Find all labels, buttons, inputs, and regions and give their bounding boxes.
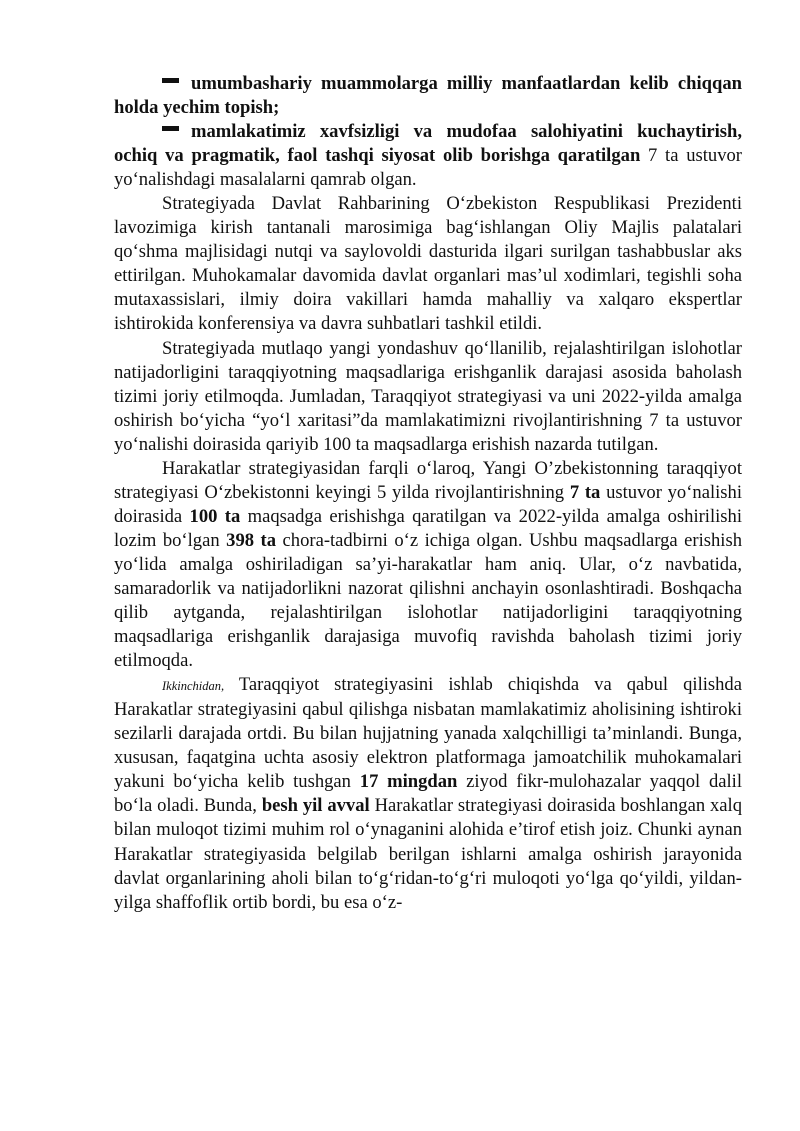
- bold-number: 17 mingdan: [359, 771, 458, 793]
- bold-number: 100 ta: [189, 505, 241, 527]
- bold-phrase: besh yil avval: [261, 795, 370, 817]
- bullet-text: 7 ta ustuvor yo‘nalishdagi masalalarni qamrab olgan.: [114, 145, 742, 191]
- bullet-item: [114, 72, 742, 120]
- bold-number: 7 ta: [569, 481, 601, 503]
- text-span: ziyod fikr-mulohazalar yaqqol dalil bo‘la oladi. Bunda,: [114, 771, 742, 817]
- text-span: Harakatlar strategiyasidan farqli o‘laroq, Yangi O’zbekistonning taraqqiyot strategiyasi O‘zbekistonni keyingi 5 yilda rivojlantirishning: [114, 457, 742, 503]
- bullet-item: [114, 120, 742, 192]
- text-span: maqsadga erishishga qaratilgan va 2022-yilda amalga oshirilishi lozim bo‘lgan: [114, 505, 743, 551]
- bold-number: 398 ta: [226, 529, 277, 551]
- document-page: [114, 72, 742, 915]
- dash-bullet-icon: [162, 78, 179, 83]
- text-span: ustuvor yo‘nalishi doirasida: [114, 481, 742, 527]
- text-span: Harakatlar strategiyasi doirasida boshlangan xalq bilan muloqot tizimi muhim rol o‘ynaganini alohida e’tirof etish joiz. Chunki aynan Harakatlar strategiyasida belgilab berilgan ishlarni amalga oshirish jarayonida davlat organlarining aholi bilan to‘g‘ridan-to‘g‘ri muloqoti yo‘lga qo‘yildi, yildan-yilga shaffoflik ortib bordi, bu esa o‘z-: [114, 795, 743, 913]
- paragraph-1: Strategiyada Davlat Rahbarining O‘zbekiston Respublikasi Prezidenti lavozimiga kirish tantanali marosimiga bag‘ishlangan Oliy Majlis palatalari qo‘shma majlisidagi nutqi va saylovoldi dasturida ilgari surilgan tashabbuslar aks ettirilgan. Muhokamalar davomida davlat organlari mas’ul xodimlari, tegishli soha mutaxassislari, ilmiy doira vakillari hamda mahalliy va xalqaro ekspertlar ishtirokida konferensiya va davra suhbatlari tashkil etildi.: [114, 193, 742, 335]
- paragraph-lead: Ikkinchidan,: [162, 679, 225, 694]
- text-span: Taraqqiyot strategiyasini ishlab chiqishda va qabul qilishda Harakatlar strategiyasini qabul qilishga nisbatan mamlakatimiz aholisining ishtiroki sezilarli darajada ortdi. Bu bilan hujjatning yanada xalqchilligi ta’minlandi. Bunga, xususan, faqatgina uchta asosiy elektron platformaga jamoatchilik muhokamalari yakuni bo‘yicha kelib tushgan: [114, 674, 742, 793]
- paragraph-3: [114, 457, 742, 673]
- text-span: chora-tadbirni o‘z ichiga olgan. Ushbu maqsadlarga erishish yo‘lida amalga oshiriladigan sa’yi-harakatlar ham aniq. Ular, o‘z navbatida, samaradorlik va natijadorlikni nazorat qilishni anchayin osonlashtiradi. Boshqacha qilib aytganda, rejalashtirilgan islohotlar natijadorligini taraqqiyotning maqsadlariga erishganlik darajasiga muvofiq ravishda baholash tizimi joriy etilmoqda.: [114, 529, 742, 672]
- paragraph-2: Strategiyada mutlaqo yangi yondashuv qo‘llanilib, rejalashtirilgan islohotlar natijadorligini taraqqiyotning maqsadlariga erishganlik darajasi asosida baholash tizimi joriy etilmoqda. Jumladan, Taraqqiyot strategiyasi va uni 2022-yilda amalga oshirish bo‘yicha “yo‘l xaritasi”da mamlakatimizni rivojlantirishning 7 ta ustuvor yo‘nalishi doirasida qariyib 100 ta maqsadlarga erishish nazarda tutilgan.: [114, 337, 742, 455]
- dash-bullet-icon: [162, 126, 179, 131]
- paragraph-4: [114, 673, 742, 914]
- bullet-text-bold: mamlakatimiz xavfsizligi va mudofaa salohiyatini kuchaytirish, ochiq va pragmatik, faol tashqi siyosat olib borishga qaratilgan: [114, 121, 742, 167]
- bullet-text: umumbashariy muammolarga milliy manfaatlardan kelib chiqqan holda yechim topish;: [114, 73, 742, 119]
